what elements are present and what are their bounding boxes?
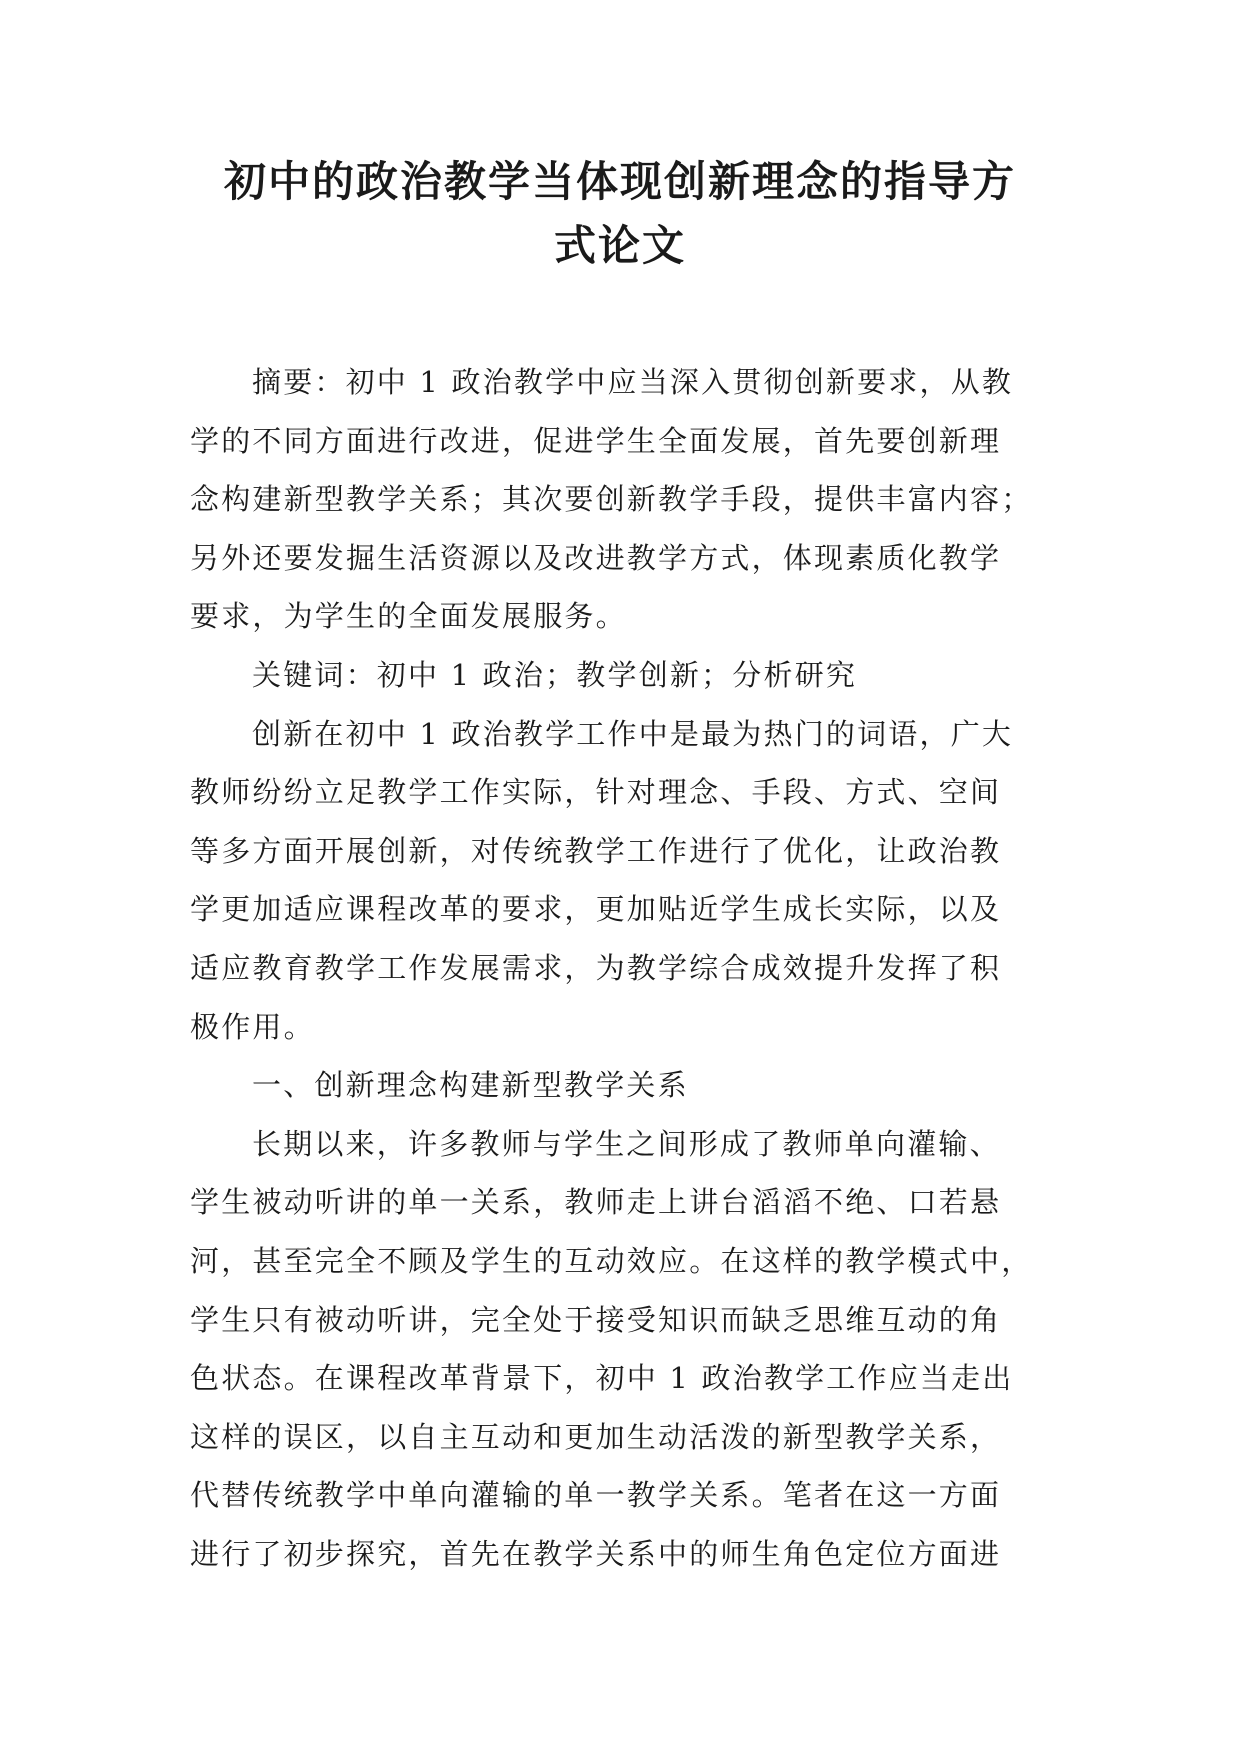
title-line-2: 式论文 — [553, 221, 686, 270]
paragraph-line: 色状态。在课程改革背景下，初中 1 政治教学工作应当走出 — [190, 1361, 1014, 1396]
abstract-line: 念构建新型教学关系；其次要创新教学手段，提供丰富内容； — [190, 482, 1033, 517]
abstract-line: 学的不同方面进行改进，促进学生全面发展，首先要创新理 — [190, 423, 1002, 458]
abstract-line: 另外还要发掘生活资源以及改进教学方式，体现素质化教学 — [190, 540, 1002, 575]
paragraph-line: 进行了初步探究，首先在教学关系中的师生角色定位方面进 — [190, 1536, 1002, 1571]
keywords-line: 关键词：初中 1 政治；教学创新；分析研究 — [252, 657, 858, 692]
paragraph-line: 河，甚至完全不顾及学生的互动效应。在这样的教学模式中， — [190, 1243, 1033, 1278]
document-body — [190, 353, 1050, 1583]
paragraph-line: 代替传统教学中单向灌输的单一教学关系。笔者在这一方面 — [190, 1478, 1002, 1513]
paragraph-line: 长期以来，许多教师与学生之间形成了教师单向灌输、 — [252, 1126, 1001, 1161]
paragraph-line: 这样的误区，以自主互动和更加生动活泼的新型教学关系， — [190, 1419, 1002, 1454]
title-line-1: 初中的政治教学当体现创新理念的指导方 — [223, 157, 1016, 206]
paragraph-line: 适应教育教学工作发展需求，为教学综合成效提升发挥了积 — [190, 950, 1002, 985]
section-heading: 一、创新理念构建新型教学关系 — [252, 1068, 689, 1103]
paragraph-line: 学更加适应课程改革的要求，更加贴近学生成长实际，以及 — [190, 892, 1002, 927]
abstract-line: 要求，为学生的全面发展服务。 — [190, 599, 627, 634]
paragraph-line: 等多方面开展创新，对传统教学工作进行了优化，让政治教 — [190, 833, 1002, 868]
document-title — [150, 150, 1090, 278]
abstract-line: 摘要：初中 1 政治教学中应当深入贯彻创新要求，从教 — [252, 365, 1014, 399]
paragraph-line: 创新在初中 1 政治教学工作中是最为热门的词语，广大 — [252, 716, 1014, 751]
paragraph-line: 极作用。 — [190, 1009, 315, 1044]
paragraph-line: 教师纷纷立足教学工作实际，针对理念、手段、方式、空间 — [190, 775, 1002, 810]
paragraph-line: 学生被动听讲的单一关系，教师走上讲台滔滔不绝、口若悬 — [190, 1185, 1002, 1220]
paragraph-line: 学生只有被动听讲，完全处于接受知识而缺乏思维互动的角 — [190, 1302, 1002, 1337]
